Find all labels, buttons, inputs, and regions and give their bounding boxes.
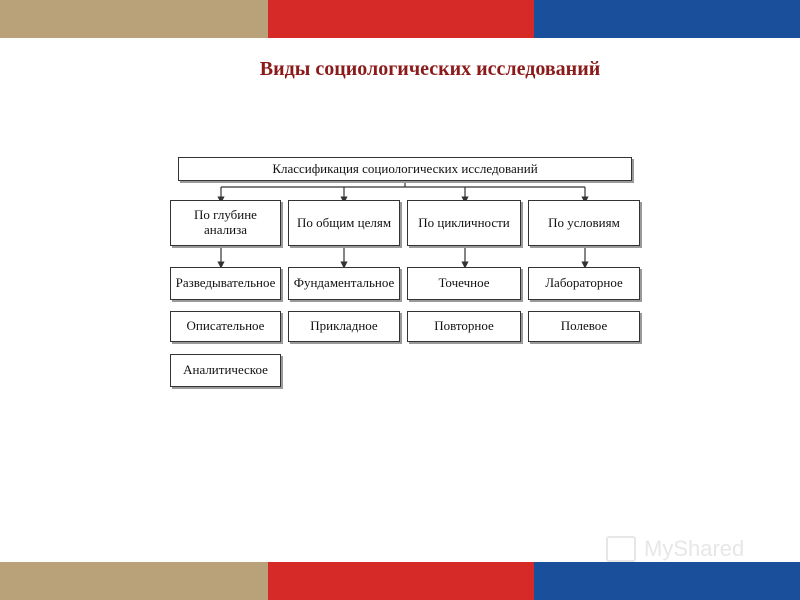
item-box-exploratory: Разведывательное xyxy=(170,267,281,300)
presentation-board-icon xyxy=(606,536,636,562)
band-segment-tan xyxy=(0,562,268,600)
item-box-point: Точечное xyxy=(407,267,521,300)
item-box-laboratory: Лабораторное xyxy=(528,267,640,300)
category-box-cyclicity: По цикличности xyxy=(407,200,521,246)
item-box-repeated: Повторное xyxy=(407,311,521,342)
item-box-descriptive: Описательное xyxy=(170,311,281,342)
myshared-watermark xyxy=(606,536,744,562)
category-box-depth: По глубине анализа xyxy=(170,200,281,246)
item-box-analytical: Аналитическое xyxy=(170,354,281,387)
band-segment-blue xyxy=(534,562,800,600)
band-segment-red xyxy=(268,562,534,600)
watermark-text: MyShared xyxy=(644,536,745,561)
slide-title: Виды социологических исследований xyxy=(259,58,601,80)
item-box-applied: Прикладное xyxy=(288,311,400,342)
root-box: Классификация социологических исследований xyxy=(178,157,632,181)
category-box-conditions: По условиям xyxy=(528,200,640,246)
item-box-fundamental: Фундаментальное xyxy=(288,267,400,300)
category-box-goals: По общим целям xyxy=(288,200,400,246)
item-box-field: Полевое xyxy=(528,311,640,342)
bottom-color-band xyxy=(0,562,800,600)
